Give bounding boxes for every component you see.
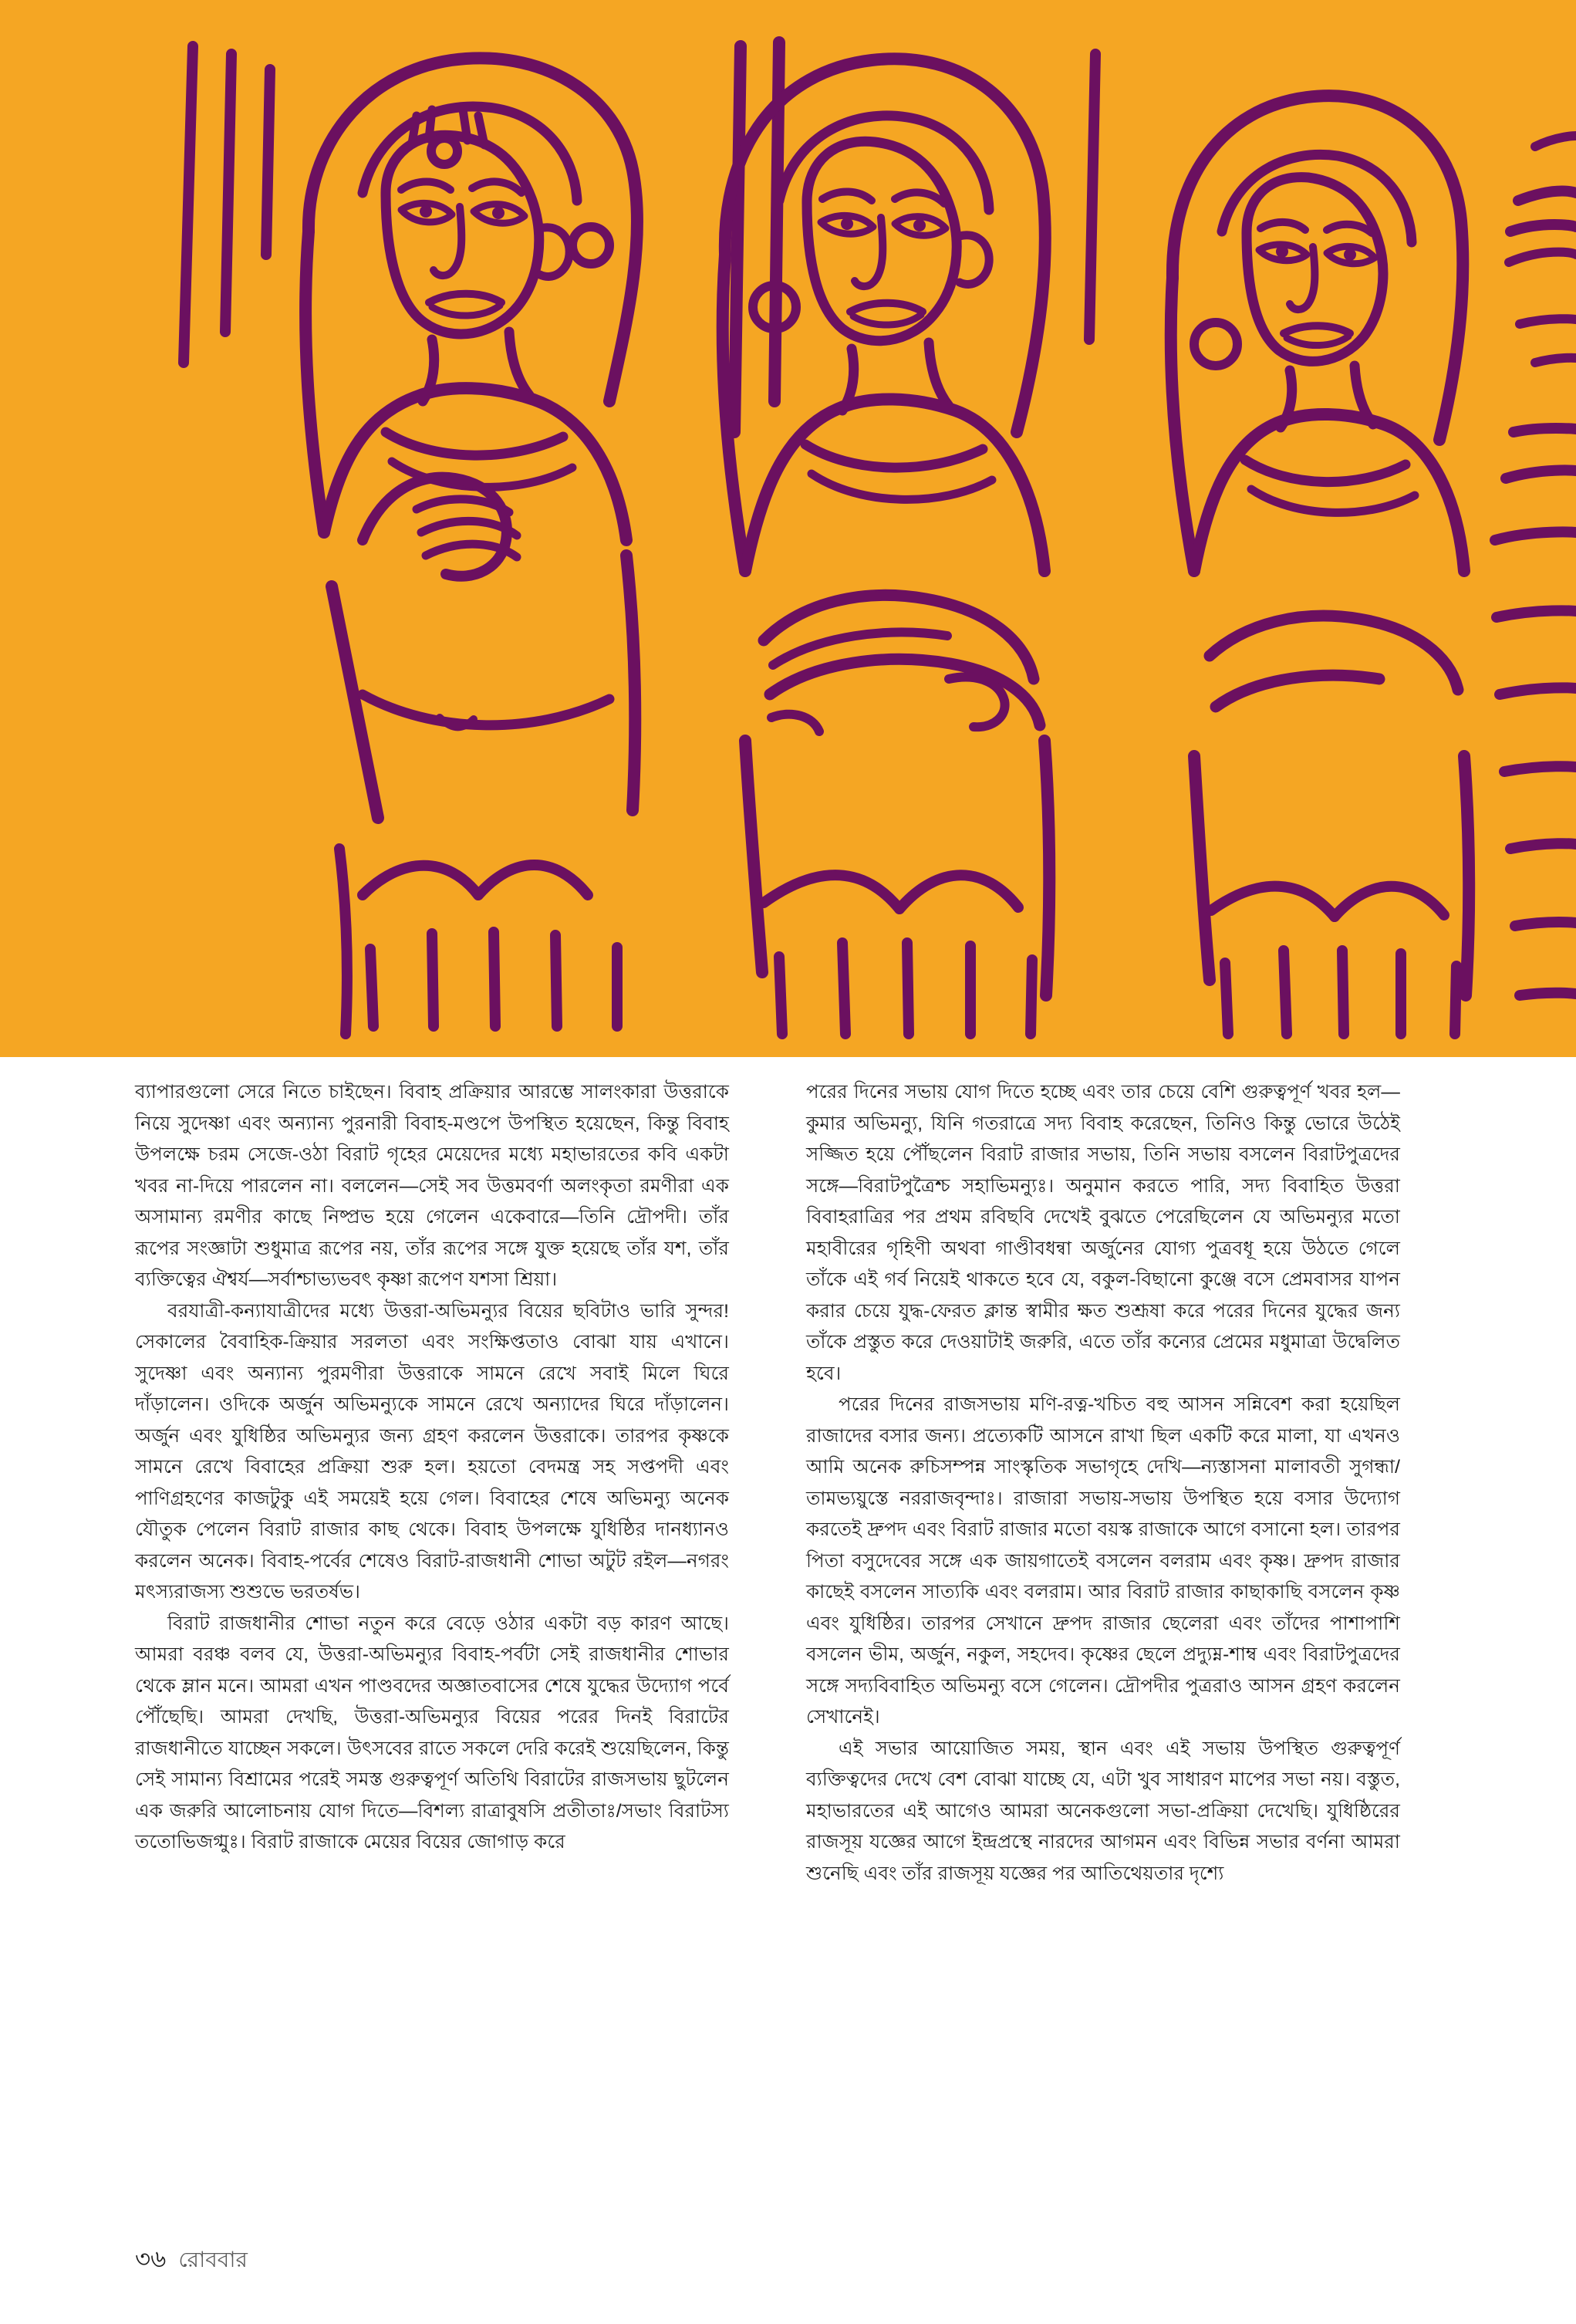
page-footer — [135, 2241, 248, 2281]
paragraph: বরযাত্রী-কন্যাযাত্রীদের মধ্যে উত্তরা-অভিমন্যুর বিয়ের ছবিটাও ভারি সুন্দর! সেকালের বৈবাহিক-ক্রিয়ার সরলতা এবং সংক্ষিপ্ততাও বোঝা যায় এখানে। সুদেষ্ণা এবং অন্যান্য পুরমণীরা উত্তরাকে সামনে রেখে সবাই মিলে ঘিরে দাঁড়ালেন। ওদিকে অর্জুন অভিমন্যুকে সামনে রেখে অন্যাদের ঘিরে দাঁড়ালেন। অর্জুন এবং যুধিষ্ঠির অভিমন্যুর জন্য গ্রহণ করলেন উত্তরাকে। তারপর কৃষ্ণকে সামনে রেখে বিবাহের প্রক্রিয়া শুরু হল। হয়তো বেদমন্ত্র সহ সপ্তপদী এবং পাণিগ্রহণের কাজটুকু এই সময়েই হয়ে গেল। বিবাহের শেষে অভিমন্যু অনেক যৌতুক পেলেন বিরাট রাজার কাছ থেকে। বিবাহ উপলক্ষে যুধিষ্ঠির দানধ্যানও করলেন অনেক। বিবাহ-পর্বের শেষেও বিরাট-রাজধানী শোভা অটুট রইল—নগরং মৎস্যরাজস্য শুশুভে ভরতর্ষভ। — [135, 1300, 729, 1603]
patachitra-line-art — [0, 0, 1576, 1057]
page-number: ৩৬ — [135, 2245, 167, 2272]
two-column-layout — [135, 1077, 1453, 1890]
paragraph: পরের দিনের রাজসভায় মণি-রত্ন-খচিত বহু আসন সন্নিবেশ করা হয়েছিল রাজাদের বসার জন্য। প্রত্যেকটি আসনে রাখা ছিল একটি করে মালা, যা এখনও আমি অনেক রুচিসম্পন্ন সাংস্কৃতিক সভাগৃহে দেখি—ন্যস্তাসনা মালাবতী সুগন্ধা/তামভ্যয়ুস্তে নররাজবৃন্দাঃ। রাজারা সভায়-সভায় উপস্থিত হয়ে বসার উদ্যোগ করতেই দ্রুপদ এবং বিরাট রাজার মতো বয়স্ক রাজাকে আগে বসানো হল। তারপর পিতা বসুদেবের সঙ্গে এক জায়গাতেই বসলেন বলরাম এবং কৃষ্ণ। দ্রুপদ রাজার কাছেই বসলেন সাত্যকি এবং বলরাম। আর বিরাট রাজার কাছাকাছি বসলেন কৃষ্ণ এবং যুধিষ্ঠির। তারপর সেখানে দ্রুপদ রাজার ছেলেরা এবং তাঁদের পাশাপাশি বসলেন ভীম, অর্জুন, নকুল, সহদেব। কৃষ্ণের ছেলে প্রদ্যুম্ন-শাম্ব এবং বিরাটপুত্রদের সঙ্গে সদ্যবিবাহিত অভিমন্যু বসে গেলেন। দ্রৌপদীর পুত্ররাও আসন গ্রহণ করলেন সেখানেই। — [806, 1394, 1400, 1728]
paragraph: পরের দিনের সভায় যোগ দিতে হচ্ছে এবং তার চেয়ে বেশি গুরুত্বপূর্ণ খবর হল—কুমার অভিমন্যু, যিনি গতরাত্রে সদ্য বিবাহ করেছেন, তিনিও কিন্তু ভোরে উঠেই সজ্জিত হয়ে পৌঁছলেন বিরাট রাজার সভায়, তিনি সভায় বসলেন বিরাটপুত্রদের সঙ্গে—বিরাটপুত্রৈশ্চ সহাভিমন্যুঃ। অনুমান করতে পারি, সদ্য বিবাহিত উত্তরা বিবাহরাত্রির পর প্রথম রবিছবি দেখেই বুঝতে পেরেছিলেন যে অভিমন্যুর মতো মহাবীরের গৃহিণী অথবা গাণ্ডীবধন্বা অর্জুনের যোগ্য পুত্রবধূ হয়ে উঠতে গেলে তাঁকে এই গর্ব নিয়েই থাকতে হবে যে, বকুল-বিছানো কুঞ্জে বসে প্রেমবাসর যাপন করার চেয়ে যুদ্ধ-ফেরত ক্লান্ত স্বামীর ক্ষত শুশ্রূষা করে পরের দিনের যুদ্ধের জন্য তাঁকে প্রস্তুত করে দেওয়াটাই জরুরি, এতে তাঁর কন্যের প্রেমের মধুমাত্রা উদ্বেলিত হবে। — [806, 1082, 1400, 1384]
paragraph: ব্যাপারগুলো সেরে নিতে চাইছেন। বিবাহ প্রক্রিয়ার আরম্ভে সালংকারা উত্তরাকে নিয়ে সুদেষ্ণা এবং অন্যান্য পুরনারী বিবাহ-মণ্ডপে উপস্থিত হয়েছেন, কিন্তু বিবাহ উপলক্ষে চরম সেজে-ওঠা বিরাট গৃহের মেয়েদের মধ্যে মহাভারতের কবি একটা খবর না-দিয়ে পারলেন না। বললেন—সেই সব উত্তমবর্ণা অলংকৃতা রমণীরা এক অসামান্য রমণীর কাছে নিষ্প্রভ হয়ে গেলেন একেবারে—তিনি দ্রৌপদী। তাঁর রূপের সংজ্ঞাটা শুধুমাত্র রূপের নয়, তাঁর রূপের সঙ্গে যুক্ত হয়েছে তাঁর যশ, তাঁর ব্যক্তিত্বের ঐশ্বর্য—সর্বাশ্চাভ্যভবৎ কৃষ্ণা রূপেণ যশসা শ্রিয়া। — [135, 1082, 729, 1290]
paragraph: এই সভার আয়োজিত সময়, স্থান এবং এই সভায় উপস্থিত গুরুত্বপূর্ণ ব্যক্তিত্বদের দেখে বেশ বোঝা যাচ্ছে যে, এটা খুব সাধারণ মাপের সভা নয়। বস্তুত, মহাভারতের এই আগেও আমরা অনেকগুলো সভা-প্রক্রিয়া দেখেছি। যুধিষ্ঠিরের রাজসূয় যজ্ঞের আগে ইন্দ্রপ্রস্থে নারদের আগমন এবং বিভিন্ন সভার বর্ণনা আমরা শুনেছি এবং তাঁর রাজসূয় যজ্ঞের পর আতিথেয়তার দৃশ্যে — [806, 1738, 1400, 1884]
right-column — [806, 1077, 1400, 1890]
paragraph: বিরাট রাজধানীর শোভা নতুন করে বেড়ে ওঠার একটা বড় কারণ আছে। আমরা বরঞ্চ বলব যে, উত্তরা-অভিমন্যুর বিবাহ-পর্বটা সেই রাজধানীর শোভার থেকে ম্লান মনে। আমরা এখন পাণ্ডবদের অজ্ঞাতবাসের শেষে যুদ্ধের উদ্যোগ পর্বে পৌঁছেছি। আমরা দেখছি, উত্তরা-অভিমন্যুর বিয়ের পরের দিনই বিরাটের রাজধানীতে যাচ্ছেন সকলে। উৎসবের রাতে সকলে দেরি করেই শুয়েছিলেন, কিন্তু সেই সামান্য বিশ্রামের পরেই সমস্ত গুরুত্বপূর্ণ অতিথি বিরাটের রাজসভায় ছুটলেন এক জরুরি আলোচনায় যোগ দিতে—বিশল্য রাত্রাবুষসি প্রতীতাঃ/সভাং বিরাটস্য ততোভিজগ্মুঃ। বিরাট রাজাকে মেয়ের বিয়ের জোগাড় করে — [135, 1613, 729, 1853]
publication-name: রোববার — [178, 2248, 248, 2272]
article-body — [0, 1057, 1576, 2324]
illustration-panel — [0, 0, 1576, 1057]
left-column — [135, 1077, 729, 1859]
